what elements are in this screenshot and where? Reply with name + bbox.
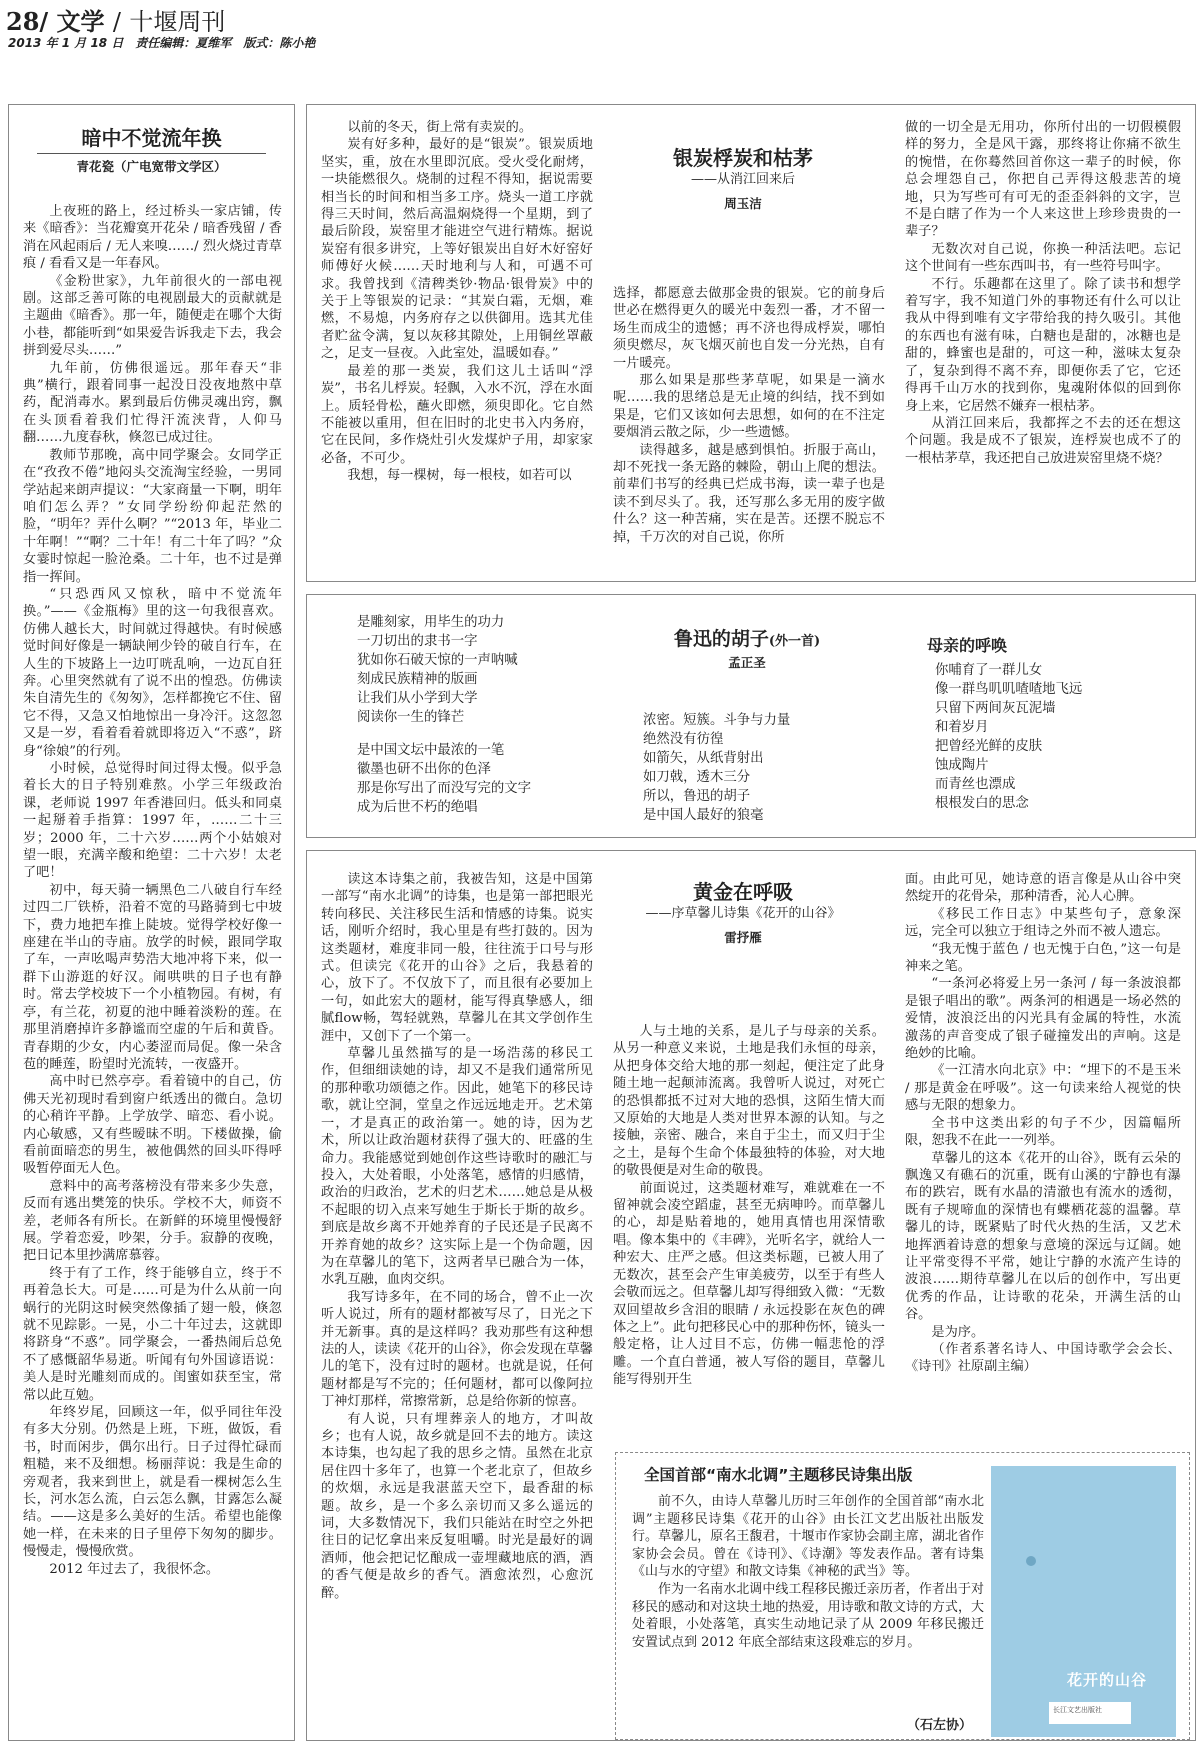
masthead	[4, 2, 1196, 58]
article1-author: 青花瓷（广电宽带文学区）	[76, 159, 227, 174]
poem-line: 是中国文坛中最浓的一笔	[357, 743, 505, 758]
article2-col1	[321, 119, 593, 574]
paper-name: 十堰周刊	[129, 8, 226, 36]
luxun-author: 孟正圣	[728, 655, 766, 670]
article1-title-rule	[37, 153, 266, 154]
paragraph: 做的一切全是无用功，你所付出的一切假模假样的努力，全是风干露，那终将让你痛不欲生的惋惜，在你蓦然回首你这一辈子的时候，你总会埋怨自己，你把自己弄得这般悲苦的境地，只为写些可有可无的歪歪斜斜的文字，岂不是白瞎了作为一个人来这世上珍珍贵贵的一辈子？	[905, 120, 1181, 240]
article3-col1	[321, 871, 593, 1733]
poem-line: 是雕刻家，用毕生的功力	[357, 615, 505, 630]
luxun-title-main: 鲁迅的胡子	[673, 628, 769, 650]
poem-line: 根根发白的思念	[935, 796, 1029, 811]
luxun-title	[617, 627, 877, 654]
article2-col3	[905, 119, 1181, 574]
poem-line: 刻成民族精神的版画	[357, 672, 478, 687]
flower-icon	[1026, 1556, 1036, 1566]
paragraph: 初中，每天骑一辆黑色二八破自行车经过四二厂铁桥，沿着不宽的马路骑到七中坡下，费力地把车推上陡坡。觉得学校好像一座建在半山的寺庙。放学的时候，跟同学取了车，一声吆喝声势浩大地冲将下来，似一群下山游逛的好汉。闹哄哄的日子也有静时。常去学校坡下一个小植物园。有树，有亭，有兰花，初夏的池中睡着淡粉的莲。在那里消磨掉许多静谧而空虚的午后和黄昏。青春期的少女，内心萎涩而局促。像一朵含苞的睡莲，盼望时光流转，一夜盛开。	[23, 882, 282, 1072]
paragraph: 高中时已然亭亭。看着镜中的自己，仿佛天光初现时看到窗户纸透出的微白。急切的心稍许平静。上学放学、暗恋、看小说。内心敏感，又有些暧昧不明。下楼做操，偷看前面暗恋的男生，被他偶然的回头吓得呼吸暂停面无人色。	[23, 1074, 282, 1177]
paragraph: 人与土地的关系，是儿子与母亲的关系。从另一种意义来说，土地是我们永恒的母亲，从把身体交给大地的那一刻起，便注定了此身随土地一起颠沛流离。我曾听人说过，对死亡的恐惧都抵不过对大地的恐惧，这陌生情大而又原始的大地是人类对世界本源的认知。与之接触，亲密、融合，来自于尘土，而又归于尘之土，是每个生命个体最独特的体验，对大地的敬畏便是对生命的敬畏。	[613, 1024, 885, 1179]
paragraph: 终于有了工作，终于能够自立，终于不再着急长大。可是……可是为什么从前一向蜗行的光阴这时候突然像插了翅一般，倏忽就不见踪影。一晃，小二十年过去，这就即将跻身“不惑”。同学聚会，一番热闹后总免不了感慨韶华易逝。听闻有句外国谚语说：美人是时光雕刻而成的。闺蜜如获至宝，常常以此互勉。	[23, 1265, 282, 1403]
poem-line: 犹如你石破天惊的一声呐喊	[357, 653, 518, 668]
article2-author: 周玉洁	[724, 196, 762, 211]
paragraph: 上夜班的路上，经过桥头一家店铺，传来《暗香》：当花瓣寞开花朵 / 暗香残留 / 香消在风起雨后 / 无人来嗅……/ 烈火烧过青草痕 / 看看又是一年春风。	[23, 204, 282, 272]
masthead-title	[6, 2, 225, 37]
poem-line: 阅读你一生的锋芒	[357, 710, 465, 725]
article2-col2	[613, 285, 885, 574]
article2-subtitle: ——从消江回来后	[690, 172, 795, 187]
poem-line: 如箭矢，从纸背射出	[643, 751, 764, 766]
paragraph: 我想，每一棵树，每一根枝，如若可以	[347, 468, 572, 484]
title-slash: /	[112, 8, 121, 36]
poem-line: 让我们从小学到大学	[357, 691, 478, 706]
poems-box	[306, 594, 1196, 838]
paragraph: 《一江清水向北京》中：“埋下的不是玉米 / 那是黄金在呼吸”。这一句读来给人视觉的快感与无限的想象力。	[905, 1063, 1181, 1114]
paragraph: 读这本诗集之前，我被告知，这是中国第一部写“南水北调”的诗集，也是第一部把眼光转向移民、关注移民生活和情感的诗集。说实话，刚听介绍时，我心里是有些打鼓的。因为这类题材，难度非同一般，往往流于口号与形式。但读完《花开的山谷》之后，我悬着的心，放下了。不仅放下了，而且很有必要加上一句，如此宏大的题材，能写得真挚感人，细腻flow畅，驾轻就熟，草馨儿在其文学创作生涯中，又创下了一个第一。	[321, 872, 593, 1044]
poem-line: 那是你写出了而没写完的文字	[357, 781, 532, 796]
paragraph: 读得越多，越是感到惧怕。折服于高山，却不死找一条无路的棘险，朝山上爬的想法。前辈们书写的经典已烂成书海，读一辈子也是读不到尽头了。我，还写那么多无用的废字做什么？这一种苦痛，实在是苦。还摆不脱忘不掉，千万次的对自己说，你所	[613, 442, 885, 545]
book-cover-publisher: 长江文艺出版社	[1053, 1706, 1102, 1714]
paragraph: 前面说过，这类题材难写，难就难在一不留神就会凌空蹈虚，甚至无病呻吟。而草馨儿的心，却是贴着地的，她用真情也用深情歌唱。像本集中的《丰碑》，光听名字，就给人一种宏大、庄严之感。但这类标题，已被人用了无数次，甚至会产生审美疲劳，以至于有些人会敬而远之。但草馨儿却写得细致入微：“无数双回望故乡含泪的眼睛 / 永远投影在灰色的碑体之上”。此句把移民心中的那种伤怀，镜头一般定格，让人过目不忘，仿佛一幅悲怆的浮雕。一个直白普通，被人写俗的题目，草馨儿能写得别开生	[613, 1180, 885, 1388]
paragraph: 草馨儿的这本《花开的山谷》，既有云朵的飘逸又有礁石的沉重，既有山溪的宁静也有瀑布的跌宕，既有水晶的清澈也有流水的透彻，既有子规啼血的深情也有蝶栖花蕊的温馨。草馨儿的诗，既紧贴了时代火热的生活，又艺术地挥洒着诗意的想象与意境的深远与辽阔。她让平常变得不平常，她让宁静的水流产生诗的波浪……期待草馨儿在以后的创作中，写出更优秀的作品，让诗歌的花朵，开满生活的山谷。	[905, 1150, 1181, 1323]
masthead-info: 2013 年 1 月 18 日 责任编辑：夏维军 版式：陈小艳	[8, 36, 316, 50]
paragraph: 从消江回来后，我都挥之不去的还在想这个问题。我是成不了银炭，连桴炭也成不了的一根枯茅草，我还把自己放进炭窑里烧不烧？	[905, 415, 1181, 466]
article-box-2	[306, 104, 1196, 582]
page-number: 28/	[6, 7, 49, 36]
paragraph: 不行。乐趣都在这里了。除了读书和想学着写字，我不知道门外的事物还有什么可以让我从中得到唯有文字带给我的持久吸引。其他的东西也有滋有味，白糖也是甜的，冰糖也是甜的，蜂蜜也是甜的，可这一种，滋味太复杂了，复杂到得不离不弃，即便你丢了它，它还得再千山万水的找到你，鬼魂附体似的回到你身上来，它居然不嫌弃一根枯茅。	[905, 276, 1181, 414]
paragraph: 《金粉世家》，九年前很火的一部电视剧。这部乏善可陈的电视剧最大的贡献就是主题曲《暗香》。那一年，随便走在哪个大街小巷，都能听到“如果爱告诉我走下去，我会拼到爱尽头……”	[23, 273, 282, 359]
poem-line: 浓密。短簇。斗争与力量	[643, 713, 791, 728]
paragraph: “只恐西风又惊秋，暗中不觉流年换。”——《金瓶梅》里的这一句我很喜欢。仿佛人越长大，时间就过得越快。有时候感觉时间好像是一辆缺闸少铃的破自行车，在人生的下坡路上一边叮咣乱响，一边瓦自狂奔。心里突然就有了说不出的惶恐。仿佛读朱自清先生的《匆匆》，怎样都挽它不住、留它不得，又急又怕地惊出一身冷汗。这忽忽又是一岁，看着看着就即将迈入“不惑”，跻身“徐娘”的行列。	[23, 586, 282, 759]
paragraph: 有人说，只有埋葬亲人的地方，才叫故乡；也有人说，故乡就是回不去的地方。读这本诗集，也勾起了我的思乡之情。虽然在北京居住四十多年了，也算一个老北京了，但故乡的炊烟，永远是我湛蓝天空下，最香甜的标题。故乡，是一个多么亲切而又多么遥远的词，大多数情况下，我们只能站在时空之外把往日的记忆拿出来反复咀嚼。时光是最好的调酒师，他会把记忆酿成一壶埋藏地底的酒，酒的香气便是故乡的香气。酒愈浓烈，心愈沉醉。	[321, 1411, 593, 1601]
paragraph: “一条河必将爱上另一条河 / 每一条波浪都是银子唱出的歌”。两条河的相遇是一场必然的爱情，波浪泛出的闪光具有金属的特性，水流激荡的声音变成了银子碰撞发出的声响。这是绝妙的比喻。	[905, 976, 1181, 1062]
poem-line: 而青丝也漂成	[935, 777, 1016, 792]
paragraph: 无数次对自己说，你换一种活法吧。忘记这个世间有一些东西叫书，有一些符号叫字。	[905, 241, 1181, 275]
paragraph: 九年前，仿佛很遥远。那年春天“非典”横行，跟着同事一起没日没夜地熬中草药，配消毒水。累到最后仿佛灵魂出窍，飘在头顶看着我们忙得汗流浃背，人仰马翻……九度春秋，倏忽已成过往。	[23, 360, 282, 446]
poem-line: 把曾经光鲜的皮肤	[935, 739, 1043, 754]
poem-line: 只留下两间灰瓦泥墙	[935, 701, 1056, 716]
paragraph: （作者系著名诗人、中国诗歌学会会长、《诗刊》社原副主编）	[905, 1341, 1181, 1375]
paragraph: “我无愧于蓝色 / 也无愧于白色，”这一句是神来之笔。	[905, 941, 1181, 975]
stanza-break	[357, 727, 597, 741]
article2-title: 银炭桴炭和枯茅	[673, 146, 813, 170]
poem-line: 一刀切出的隶书一字	[357, 634, 478, 649]
book-cover-band	[1049, 1702, 1131, 1724]
paragraph: 以前的冬天，街上常有卖炭的。	[347, 120, 533, 135]
paragraph: 草馨儿虽然描写的是一场浩荡的移民工作，但细细读她的诗，却又不是我们通常所见的那种歌功颂德之作。因此，她笔下的移民诗歌，就让空洞，堂皇之作远远地走开。艺术第一，才是真正的政治第一。她的诗，因为艺术，所以让政治题材获得了强大的、旺盛的生命力。我能感觉到她创作这些诗歌时的融汇与投入，大处着眼，小处落笔，感情的归感情，政治的归政治，艺术的归艺术……她总是从极不起眼的切入点来写她生于斯长于斯的故乡。到底是故乡离不开她养育的子民还是子民离不开养育她的故乡？这实际上是一个伪命题，因为在草馨儿的笔下，这两者早已融合为一体，水乳互融，血肉交织。	[321, 1046, 593, 1288]
book-cover-title: 花开的山谷	[1067, 1671, 1148, 1689]
paragraph: 我写诗多年，在不同的场合，曾不止一次听人说过，所有的题材都被写尽了，日光之下并无新事。真的是这样吗？我劝那些有这种想法的人，读读《花开的山谷》，你会发现在草馨儿的笔下，没有过时的题材。也就是说，任何题材都是写不完的；任何题材，都可以像阿拉丁神灯那样，常擦常新，总是给你新的惊喜。	[321, 1289, 593, 1410]
article-box-1	[8, 104, 295, 1741]
paragraph: 选择，都愿意去做那金贵的银炭。它的前身后世必在燃得更久的暖光中轰烈一番，才不留一场生而成尘的遗憾；再不济也得成桴炭，哪怕须臾燃尽，灰飞烟灭前也自发一分光热，自有一片暖亮。	[613, 286, 885, 371]
mother-title: 母亲的呼唤	[927, 636, 1008, 655]
poem-line: 是中国人最好的狼毫	[643, 808, 764, 823]
paragraph: 那么如果是那些茅草呢，如果是一滴水呢……我的思绪总是无止境的纠结，找不到如果是，它们又该如何去思想，如何的在不注定要烟消云散之际，少一些遗憾。	[613, 373, 885, 441]
paragraph: 意料中的高考落榜没有带来多少失意，反而有逃出樊笼的快乐。学校不大，师资不差，老师各有所长。在新鲜的环境里慢慢舒展。学着恋爱，吵架，分手。寂静的夜晚，把日记本里抄满席慕蓉。	[23, 1178, 282, 1264]
luxun-title-suffix: (外一首)	[768, 634, 821, 649]
sidebar-body	[632, 1493, 984, 1713]
paragraph: 2012 年过去了，我很怀念。	[49, 1561, 220, 1577]
poem-line: 绝然没有彷徨	[643, 732, 724, 747]
luxun-poem	[643, 711, 883, 831]
paragraph: 《移民工作日志》中某些句子，意象深远，完全可以独立于组诗之外而不被人遗忘。	[905, 906, 1181, 940]
paragraph: 最差的那一类炭，我们这儿土话叫“浮炭”，书名儿桴炭。轻飘，入水不沉，浮在水面上。质轻骨松，蘸火即燃，须臾即化。它自然不能被以重用，但在旧时的北史书入内务府，它在民间，多作烧灶引火发煤炉子用，却家家必备，不可少。	[321, 363, 593, 466]
section-name: 文学	[56, 7, 105, 36]
paragraph: 全书中这类出彩的句子不少，因篇幅所限，恕我不在此一一列举。	[905, 1115, 1181, 1149]
luxun-poem-intro	[357, 613, 597, 833]
paragraph: 炭有好多种，最好的是“银炭”。银炭质地坚实，重，放在水里即沉底。受火受化耐烤，一块能燃很久。烧制的过程不得知，据说需要相当长的时间和相当多工序。烧头一道工序就得三天时间，然后高温焖烧得一个星期，到了最后阶段，炭窑里才能进空气进行精炼。据说炭窑有很多讲究，上等好银炭出自好木好窑好师傅好火候……天时地利与人和，可遇不可求。我曾找到《清稗类钞·物品·银骨炭》中的关于上等银炭的记录：“其炭白霜，无烟，难燃，不易熄，内务府存之以供御用。选其尤佳者贮盆令满，复以灰移其隙处，上用铜丝罩蔽之，足支一昼夜。入此室处，温暖如春。”	[321, 137, 593, 362]
poem-line: 你哺育了一群儿女	[935, 663, 1043, 678]
article3-col3	[905, 871, 1181, 1431]
article3-title: 黄金在呼吸	[693, 880, 793, 904]
article1-title: 暗中不觉流年换	[81, 126, 222, 150]
poem-line: 蚀成陶片	[935, 758, 989, 773]
sidebar-credit: （石左协）	[906, 1718, 972, 1733]
book-cover-image	[991, 1466, 1176, 1737]
paragraph: 是为序。	[931, 1324, 985, 1340]
paragraph: 面。由此可见，她诗意的语言像是从山谷中突然绽开的花骨朵，那种清香，沁人心脾。	[905, 872, 1181, 905]
poem-line: 像一群鸟叽叽喳喳地飞远	[935, 682, 1083, 697]
poem-line: 和着岁月	[935, 720, 989, 735]
poem-line: 成为后世不朽的绝唱	[357, 800, 478, 815]
paragraph: 小时候，总觉得时间过得太慢。似乎急着长大的日子特别难熬。小学三年级政治课，老师说 1997 年香港回归。低头和同桌一起掰着手指算：1997 年，……二十三岁；2000 年，二十六岁……两个小姑娘对望一眼，充满辛酸和绝望：二十六岁！太老了吧！	[23, 761, 282, 881]
poem-line: 如刀戟，透木三分	[643, 770, 751, 785]
poem-line: 所以，鲁迅的胡子	[643, 789, 751, 804]
article3-subtitle: ——序草馨儿诗集《花开的山谷》	[645, 906, 841, 921]
mother-poem	[935, 661, 1175, 831]
paragraph: 教师节那晚，高中同学聚会。女同学正在“孜孜不倦”地闷头交流淘宝经验，一男同学站起来朗声提议：“大家商量一下啊，明年咱们怎么弄？”女同学纷纷仰起茫然的脸，“明年？弄什么啊？”“2013 年，毕业二十年啊！”“啊？二十年！有二十年了吗？”众女霎时惊起一脸沧桑。二十年，也不过是弹指一挥间。	[23, 447, 282, 585]
paragraph: 作为一名南水北调中线工程移民搬迁亲历者，作者出于对移民的感动和对这块土地的热爱，用诗歌和散文诗的方式，大处着眼，小处落笔，真实生动地记录了从 2009 年移民搬迁安置试点到 2012 年底全部结束这段难忘的岁月。	[632, 1581, 984, 1650]
paragraph: 年终岁尾，回顾这一年，似乎同往年没有多大分别。仍然是上班，下班，做饭，看书，时而闲步，偶尔出行。日子过得忙碌而粗糙，来不及细想。杨丽萍说：我是生命的旁观者，我来到世上，就是看一棵树怎么生长，河水怎么流，白云怎么飘，甘露怎么凝结。——这是多么美好的生活。希望也能像她一样，在未来的日子里停下匆匆的脚步。慢慢走，慢慢欣赏。	[23, 1405, 282, 1560]
paragraph: 前不久，由诗人草馨儿历时三年创作的全国首部“南水北调”主题移民诗集《花开的山谷》由长江文艺出版社出版发行。草馨儿，原名王馥君，十堰市作家协会副主席，湖北省作家协会会员。曾在《诗刊》、《诗潮》等发表作品。著有诗集《山与水的守望》和散文诗集《神秘的武当》等。	[632, 1494, 984, 1580]
sidebar-title: 全国首部“南水北调”主题移民诗集出版	[644, 1466, 913, 1484]
article3-author: 雷抒雁	[724, 930, 762, 945]
poem-line: 徽墨也研不出你的色泽	[357, 762, 491, 777]
article1-body	[23, 203, 282, 1735]
